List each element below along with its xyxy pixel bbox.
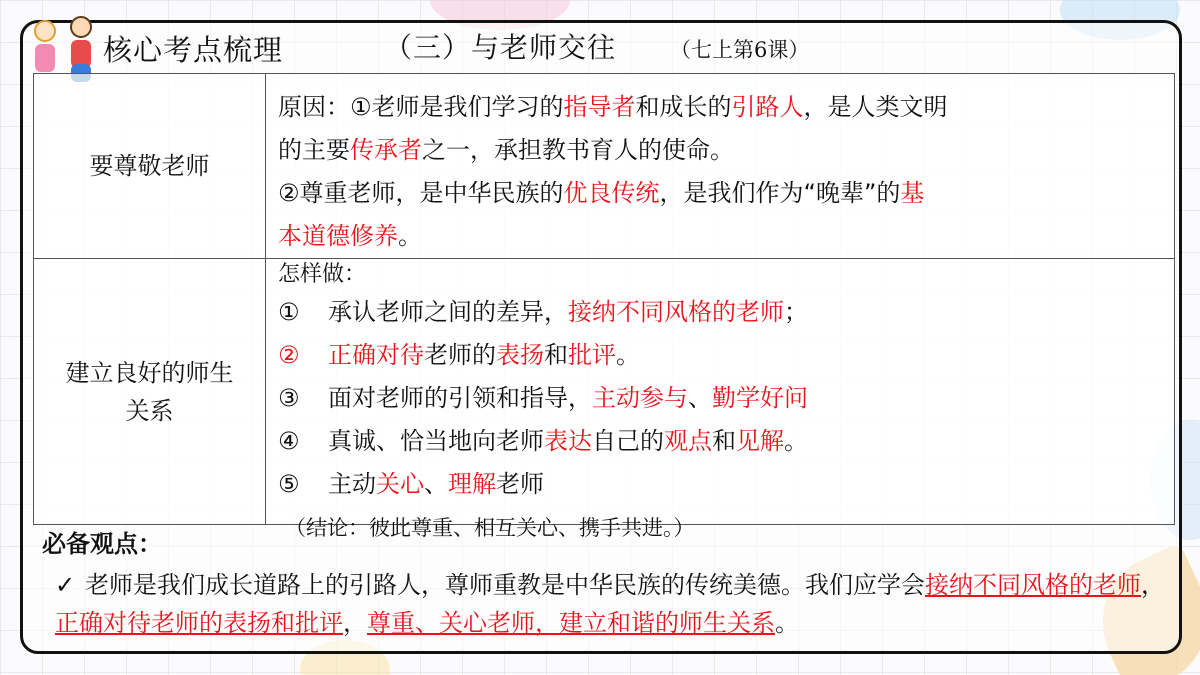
highlight-text: 正确对待: [328, 341, 424, 369]
list-item: [278, 463, 1166, 506]
row-label: [34, 259, 266, 525]
table-row: [34, 74, 1175, 259]
reason-line: [278, 129, 1166, 172]
reason-line: [278, 215, 1166, 258]
item-number: ①: [278, 298, 300, 326]
text-run: 、: [424, 470, 448, 498]
text-run: 。: [784, 427, 808, 455]
reason-line: [278, 172, 1166, 215]
lesson-title: （三）与老师交往: [384, 31, 617, 64]
text-run: 老师是我们成长道路上的引路人，尊师重教是中华民族的传统美德。我们应学会: [85, 571, 925, 599]
item-text: [328, 291, 808, 334]
highlight-text: 传承者: [350, 136, 422, 164]
text-run: ①老师是我们学习的: [350, 93, 564, 121]
table-row: [34, 259, 1175, 525]
lesson-note: （七上第6课）: [670, 38, 810, 62]
highlight-text: 主动参与: [592, 384, 688, 412]
highlight-text: 表达: [544, 427, 592, 455]
list-item: [278, 291, 1166, 334]
text-run: 和: [712, 427, 736, 455]
item-text: [328, 334, 640, 377]
text-run: ，: [343, 609, 367, 637]
highlight-text: 关心: [376, 470, 424, 498]
row-label-line: 建立良好的师生: [65, 358, 234, 387]
text-run: 承认老师之间的差异，: [328, 298, 568, 326]
row-label-line: 关系: [125, 396, 174, 425]
reason-content: [266, 74, 1175, 259]
text-run: 老师的: [424, 341, 496, 369]
text-run: ；: [784, 298, 808, 326]
text-run: ②尊重老师，是中华民族的: [278, 179, 564, 207]
highlight-text: 见解: [736, 427, 784, 455]
highlight-text: 表扬: [496, 341, 544, 369]
method-list: [278, 291, 1166, 506]
highlight-text: 理解: [448, 470, 496, 498]
text-run: ，是我们作为“晚辈”的: [659, 179, 901, 207]
highlight-text: 正确对待老师的表扬和批评: [55, 609, 343, 637]
method-content: [266, 259, 1175, 525]
text-run: 。: [398, 222, 422, 250]
reason-line: [278, 86, 1166, 129]
list-item: [278, 334, 1166, 377]
highlight-text: 接纳不同风格的老师: [568, 298, 784, 326]
highlight-text: 批评: [568, 341, 616, 369]
item-text: [328, 463, 544, 506]
conclusion-text: （结论：彼此尊重、相互关心、携手共进。）: [285, 516, 695, 540]
text-run: ，: [1141, 571, 1165, 599]
highlight-text: 优良传统: [563, 179, 660, 207]
highlight-text: 原因：: [278, 93, 350, 121]
highlight-text: 本道德修养: [278, 222, 398, 250]
item-number: ⑤: [278, 470, 300, 498]
text-run: 。: [775, 609, 799, 637]
text-run: 的主要: [278, 136, 350, 164]
text-run: 和成长的: [635, 93, 732, 121]
check-icon: ✓: [55, 571, 76, 599]
highlight-text: 引路人: [731, 93, 804, 121]
text-run: 真诚、恰当地向老师: [328, 427, 544, 455]
text-run: 。: [616, 341, 640, 369]
highlight-text: 观点: [664, 427, 712, 455]
text-run: 之一，承担教书育人的使命。: [422, 136, 734, 164]
content-table: [33, 73, 1175, 525]
key-points-label: 必备观点：: [42, 530, 162, 558]
text-run: 主动: [328, 470, 376, 498]
highlight-text: 尊重、关心老师，建立和谐的师生关系: [367, 609, 775, 637]
highlight-text: 勤学好问: [712, 384, 808, 412]
text-run: 面对老师的引领和指导，: [328, 384, 592, 412]
text-run: ，是人类文明: [803, 93, 948, 121]
highlight-text: 指导者: [563, 93, 636, 121]
summary-text: [55, 566, 1165, 642]
list-item: [278, 420, 1166, 463]
text-run: 、: [688, 384, 712, 412]
text-run: 自己的: [592, 427, 664, 455]
method-intro: 怎样做：: [278, 262, 367, 287]
item-text: [328, 420, 808, 463]
row-label: 要尊敬老师: [34, 74, 266, 259]
highlight-text: 接纳不同风格的老师: [925, 571, 1141, 599]
highlight-text: 基: [900, 179, 925, 207]
list-item: [278, 377, 1166, 420]
section-title: 核心考点梳理: [103, 33, 284, 67]
text-run: 和: [544, 341, 568, 369]
item-text: [328, 377, 808, 420]
item-number: ③: [278, 384, 300, 412]
item-number: ④: [278, 427, 300, 455]
text-run: 老师: [496, 470, 544, 498]
item-number: ②: [278, 341, 300, 369]
